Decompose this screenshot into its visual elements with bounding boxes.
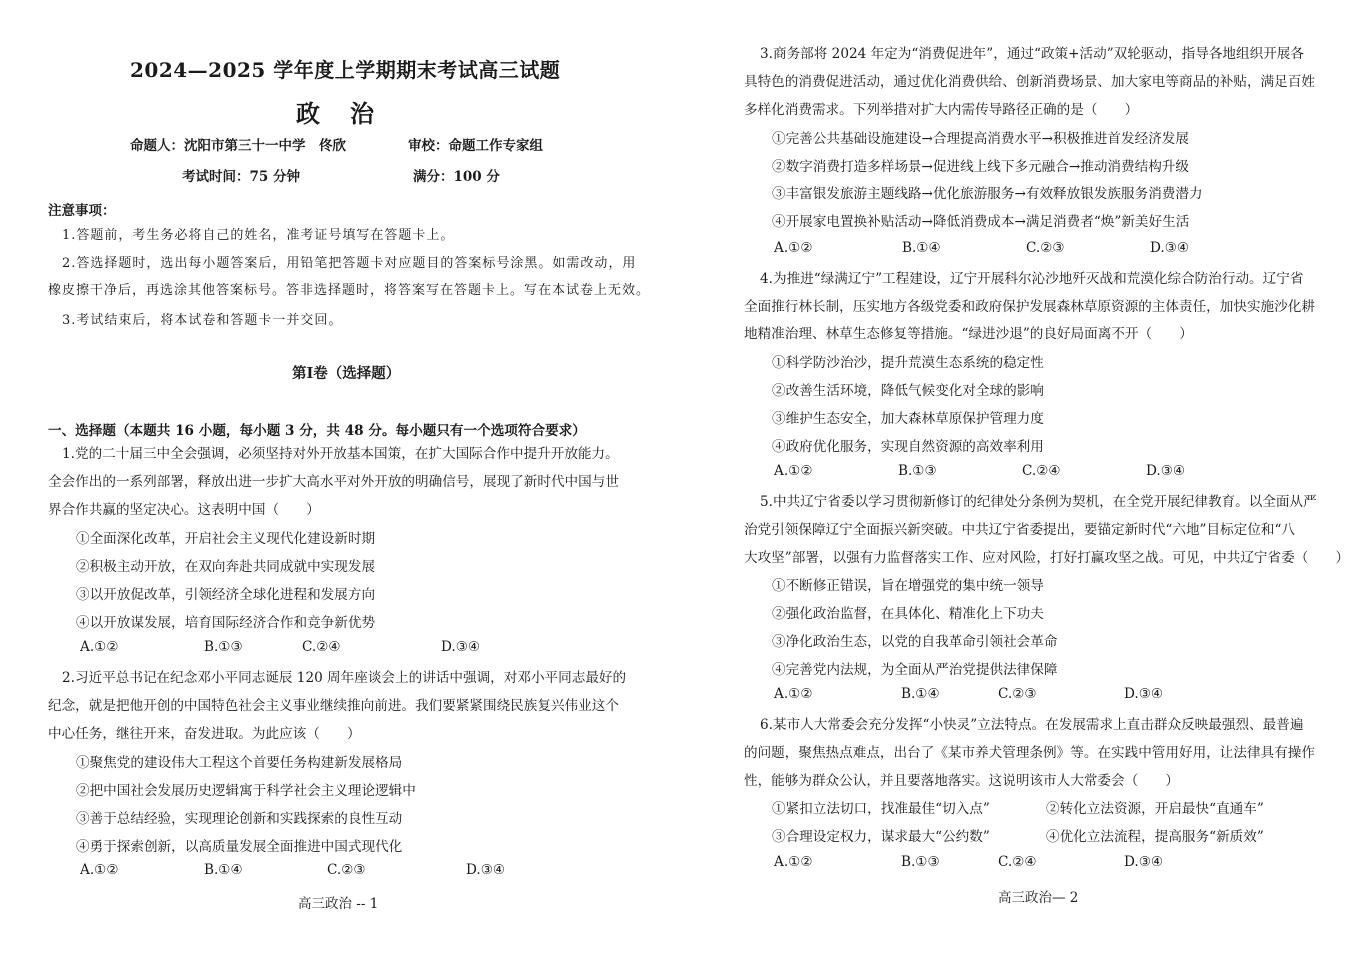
question-1-option: ②积极主动开放，在双向奔赴共同成就中实现发展	[76, 559, 376, 575]
question-4-answer-c: C.②④	[1022, 463, 1061, 479]
question-2-answer-a: A.①②	[80, 862, 119, 878]
full-score: 满分：100 分	[413, 169, 500, 185]
reviewer-line: 审校：命题工作专家组	[408, 138, 543, 154]
question-6-option: ③合理设定权力，谋求最大“公约数”	[772, 829, 990, 845]
question-2-line: 中心任务，继往开来，奋发进取。为此应该（ ）	[48, 726, 361, 742]
question-6-option: ①紧扣立法切口，找准最佳“切入点”	[772, 801, 990, 817]
question-1-option: ③以开放促改革，引领经济全球化进程和发展方向	[76, 587, 376, 603]
note-line: 3.考试结束后，将本试卷和答题卡一并交回。	[62, 313, 343, 328]
question-6-answer-b: B.①③	[901, 854, 940, 870]
question-1-option: ④以开放谋发展，培育国际经济合作和竞争新优势	[76, 615, 376, 631]
question-4-answer-d: D.③④	[1146, 463, 1186, 479]
question-2-answer-b: B.①④	[204, 862, 243, 878]
question-2-answer-c: C.②③	[327, 862, 366, 878]
question-4-answer-b: B.①③	[898, 463, 937, 479]
question-5-answer-c: C.②③	[998, 686, 1037, 702]
part-title: 第Ⅰ卷（选择题）	[292, 365, 401, 382]
question-4-line: 全面推行林长制，压实地方各级党委和政府保护发展森林草原资源的主体责任，加快实施沙化耕	[744, 299, 1315, 315]
note-line: 1.答题前，考生务必将自己的姓名，准考证号填写在答题卡上。	[62, 228, 455, 243]
question-2-line: 2.习近平总书记在纪念邓小平同志诞辰 120 周年座谈会上的讲话中强调，对邓小平同志最好的	[62, 670, 627, 686]
question-5-answer-a: A.①②	[774, 686, 813, 702]
question-6-answer-d: D.③④	[1124, 854, 1164, 870]
question-5-option: ③净化政治生态，以党的自我革命引领社会革命	[772, 634, 1058, 650]
question-5-option: ①不断修正错误，旨在增强党的集中统一领导	[772, 578, 1044, 594]
question-1-answer-b: B.①③	[204, 639, 243, 655]
exam-title: 2024—2025 学年度上学期期末考试高三试题	[130, 58, 561, 82]
question-5-line: 治党引领保障辽宁全面振兴新突破。中共辽宁省委提出，要锚定新时代“六地”目标定位和“八	[744, 522, 1296, 538]
question-5-answer-b: B.①④	[901, 686, 940, 702]
question-6-answer-a: A.①②	[774, 854, 813, 870]
question-5-line: 5.中共辽宁省委以学习贯彻新修订的纪律处分条例为契机，在全党开展纪律教育。以全面从严	[760, 494, 1317, 510]
question-4-option: ③维护生态安全，加大森林草原保护管理力度	[772, 411, 1044, 427]
question-3-answer-b: B.①④	[902, 240, 941, 256]
question-6-answer-c: C.②④	[998, 854, 1037, 870]
question-3-line: 3.商务部将 2024 年定为“消费促进年”，通过“政策+活动”双轮驱动，指导各地组织开展各	[760, 46, 1304, 62]
question-2-option: ③善于总结经验，实现理论创新和实践探索的良性互动	[76, 811, 403, 827]
question-3-option: ③丰富银发旅游主题线路→优化旅游服务→有效释放银发族服务消费潜力	[772, 186, 1203, 202]
question-1-line: 1.党的二十届三中全会强调，必须坚持对外开放基本国策，在扩大国际合作中提升开放能力。	[62, 446, 619, 462]
question-5-answer-d: D.③④	[1124, 686, 1164, 702]
page-footer: 高三政治— 2	[998, 890, 1079, 906]
notes-heading: 注意事项：	[48, 203, 116, 219]
question-1-answer-a: A.①②	[80, 639, 119, 655]
question-3-option: ②数字消费打造多样场景→促进线上线下多元融合→推动消费结构升级	[772, 159, 1189, 175]
question-3-line: 具特色的消费促进活动，通过优化消费供给、创新消费场景、加大家电等商品的补贴，满足百姓	[744, 74, 1315, 90]
question-5-line: 大攻坚”部署，以强有力监督落实工作、应对风险，打好打赢攻坚之战。可见，中共辽宁省委（ ）	[744, 550, 1350, 566]
section-title: 一、选择题（本题共 16 小题，每小题 3 分，共 48 分。每小题只有一个选项符合要求）	[48, 423, 586, 439]
question-3-answer-a: A.①②	[774, 240, 813, 256]
right-page	[680, 0, 1360, 955]
question-4-line: 4.为推进“绿满辽宁”工程建设，辽宁开展科尔沁沙地歼灭战和荒漠化综合防治行动。辽宁省	[760, 271, 1304, 287]
question-3-answer-d: D.③④	[1150, 240, 1190, 256]
question-3-answer-c: C.②③	[1026, 240, 1065, 256]
question-1-answer-d: D.③④	[441, 639, 481, 655]
question-5-option: ②强化政治监督，在具体化、精准化上下功夫	[772, 606, 1044, 622]
question-4-answer-a: A.①②	[774, 463, 813, 479]
question-2-option: ②把中国社会发展历史逻辑寓于科学社会主义理论逻辑中	[76, 783, 416, 799]
question-1-line: 全会作出的一系列部署，释放出进一步扩大高水平对外开放的明确信号，展现了新时代中国与世	[48, 474, 619, 490]
question-6-line: 6.某市人大常委会充分发挥“小快灵”立法特点。在发展需求上直击群众反映最强烈、最普遍	[760, 717, 1304, 733]
question-5-option: ④完善党内法规，为全面从严治党提供法律保障	[772, 662, 1058, 678]
question-4-option: ①科学防沙治沙，提升荒漠生态系统的稳定性	[772, 355, 1044, 371]
page-footer: 高三政治 -- 1	[298, 896, 379, 912]
question-3-option: ①完善公共基础设施建设→合理提高消费水平→积极推进首发经济发展	[772, 131, 1189, 147]
subject-title: 政治	[296, 99, 404, 128]
question-6-option: ④优化立法流程，提高服务“新质效”	[1046, 829, 1264, 845]
question-3-option: ④开展家电置换补贴活动→降低消费成本→满足消费者“焕”新美好生活	[772, 214, 1190, 230]
question-4-line: 地精准治理、林草生态修复等措施。“绿进沙退”的良好局面离不开（ ）	[744, 326, 1193, 342]
question-1-option: ①全面深化改革，开启社会主义现代化建设新时期	[76, 531, 376, 547]
exam-time: 考试时间：75 分钟	[182, 169, 300, 185]
question-4-option: ④政府优化服务，实现自然资源的高效率利用	[772, 439, 1044, 455]
question-2-answer-d: D.③④	[466, 862, 506, 878]
question-6-line: 性，能够为群众公认，并且要落地落实。这说明该市人大常委会（ ）	[744, 773, 1179, 789]
question-4-option: ②改善生活环境，降低气候变化对全球的影响	[772, 383, 1044, 399]
question-3-line: 多样化消费需求。下列举措对扩大内需传导路径正确的是（ ）	[744, 102, 1139, 118]
question-6-option: ②转化立法资源，开启最快“直通车”	[1046, 801, 1264, 817]
question-2-option: ④勇于探索创新，以高质量发展全面推进中国式现代化	[76, 839, 403, 855]
note-line: 橡皮擦干净后，再选涂其他答案标号。答非选择题时，将答案写在答题卡上。写在本试卷上无效。	[48, 283, 651, 298]
question-6-line: 的问题，聚焦热点难点，出台了《某市养犬管理条例》等。在实践中管用好用，让法律具有操作	[744, 745, 1315, 761]
question-1-answer-c: C.②④	[302, 639, 341, 655]
question-2-line: 纪念，就是把他开创的中国特色社会主义事业继续推向前进。我们要紧紧围绕民族复兴伟业这个	[48, 698, 619, 714]
question-1-line: 界合作共赢的坚定决心。这表明中国（ ）	[48, 502, 320, 518]
question-2-option: ①聚焦党的建设伟大工程这个首要任务构建新发展格局	[76, 755, 403, 771]
author-line: 命题人：沈阳市第三十一中学 佟欣	[130, 138, 346, 154]
note-line: 2.答选择题时，选出每小题答案后，用铅笔把答题卡对应题目的答案标号涂黑。如需改动，用	[62, 256, 637, 271]
